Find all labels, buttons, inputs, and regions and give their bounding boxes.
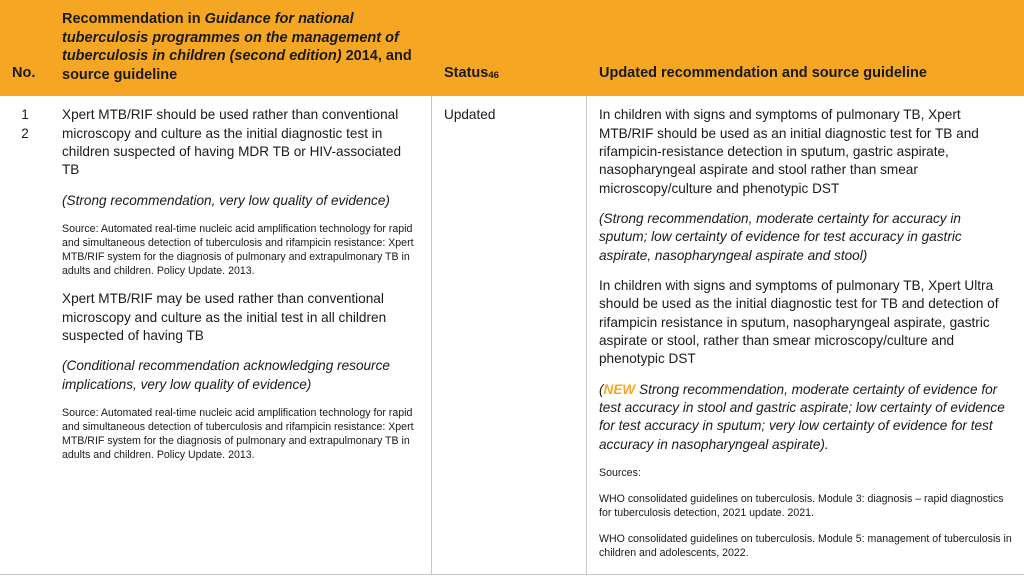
updated-strength-2-text: Strong recommendation, moderate certainty of evidence for test accuracy in stool and gastric aspirate; low certainty of evidence for test accuracy in sputum; very low certainty of evidence for test accuracy in nasopharyngeal aspirate). xyxy=(599,381,1005,452)
row-cell-recommendation xyxy=(50,96,432,574)
updated-strength-2-prefix: ( xyxy=(599,381,604,397)
header-cell-recommendation xyxy=(50,0,432,96)
row-cell-numbers xyxy=(0,96,50,574)
header-label-no: No. xyxy=(12,64,36,81)
updated-source-1: WHO consolidated guidelines on tuberculosis. Module 3: diagnosis – rapid diagnostics for tuberculosis detection, 2021 update. 2021. xyxy=(599,493,1004,520)
updated-strength-1: (Strong recommendation, moderate certainty for accuracy in sputum; low certainty of evidence for test accuracy in gastric aspirate, nasopharyngeal aspirate and stool) xyxy=(599,210,962,263)
row-cell-status xyxy=(432,96,587,574)
updated-source-2: WHO consolidated guidelines on tuberculosis. Module 5: management of tuberculosis in children and adolescents, 2022. xyxy=(599,533,1012,560)
row-cell-updated xyxy=(587,96,1024,574)
updated-strength-2 xyxy=(599,381,1012,454)
bottom-spacer xyxy=(0,575,1024,581)
header-cell-status xyxy=(432,0,587,96)
recommendation-source-1: Source: Automated real-time nucleic acid amplification technology for rapid and simultaneous detection of tuberculosis and rifampicin resistance: Xpert MTB/RIF system for the diagnosis of pulmonary and extrapulmonary TB in adults and children. Policy Update. 2013. xyxy=(62,222,414,278)
table-header-row xyxy=(0,0,1024,96)
updated-paragraph-1: In children with signs and symptoms of pulmonary TB, Xpert MTB/RIF should be used as an initial diagnostic test for TB and rifampicin-resistance detection in sputum, gastric aspirate, nasopharyngeal aspirate and stool rather than smear microscopy/culture and phenotypic DST xyxy=(599,107,979,196)
header-cell-no xyxy=(0,0,50,96)
header-label-updated: Updated recommendation and source guideline xyxy=(599,64,927,81)
recommendation-strength-1: (Strong recommendation, very low quality of evidence) xyxy=(62,192,390,208)
header-label-recommendation-italic: Guidance for national tuberculosis programmes on the management of tuberculosis in children (second edition) xyxy=(62,11,399,65)
header-cell-updated xyxy=(587,0,1024,96)
new-badge: NEW xyxy=(603,381,636,397)
header-label-recommendation-post: 2014, and source guideline xyxy=(62,48,412,83)
recommendation-strength-2: (Conditional recommendation acknowledging resource implications, very low quality of evidence) xyxy=(62,358,390,392)
updated-paragraph-2: In children with signs and symptoms of pulmonary TB, Xpert Ultra should be used as the initial diagnostic test for TB and detection of rifampicin resistance in sputum, nasopharyngeal aspirate, gastric aspirate or stool, rather than smear microscopy/culture and phenotypic DST xyxy=(599,277,999,367)
updated-sources-label: Sources: xyxy=(599,467,641,480)
header-label-recommendation-pre: Recommendation in xyxy=(62,11,205,27)
status-badge: Updated xyxy=(444,107,496,123)
recommendation-paragraph-1: Xpert MTB/RIF should be used rather than conventional microscopy and culture as the initial diagnostic test in children suspected of having MDR TB or HIV-associated TB xyxy=(62,107,402,178)
recommendation-source-2: Source: Automated real-time nucleic acid amplification technology for rapid and simultaneous detection of tuberculosis and rifampicin resistance: Xpert MTB/RIF system for the diagnosis of pulmonary and extrapulmonary TB in adults and children. Policy Update. 2013. xyxy=(62,406,414,462)
header-label-status: Status xyxy=(444,64,489,81)
recommendation-paragraph-2: Xpert MTB/RIF may be used rather than conventional microscopy and culture as the initial test in all children suspected of having TB xyxy=(62,291,387,343)
row-number-second: 2 xyxy=(21,125,29,141)
table-row xyxy=(0,96,1024,574)
header-status-footnote: 46 xyxy=(488,70,499,82)
row-number-first: 1 xyxy=(21,107,29,123)
